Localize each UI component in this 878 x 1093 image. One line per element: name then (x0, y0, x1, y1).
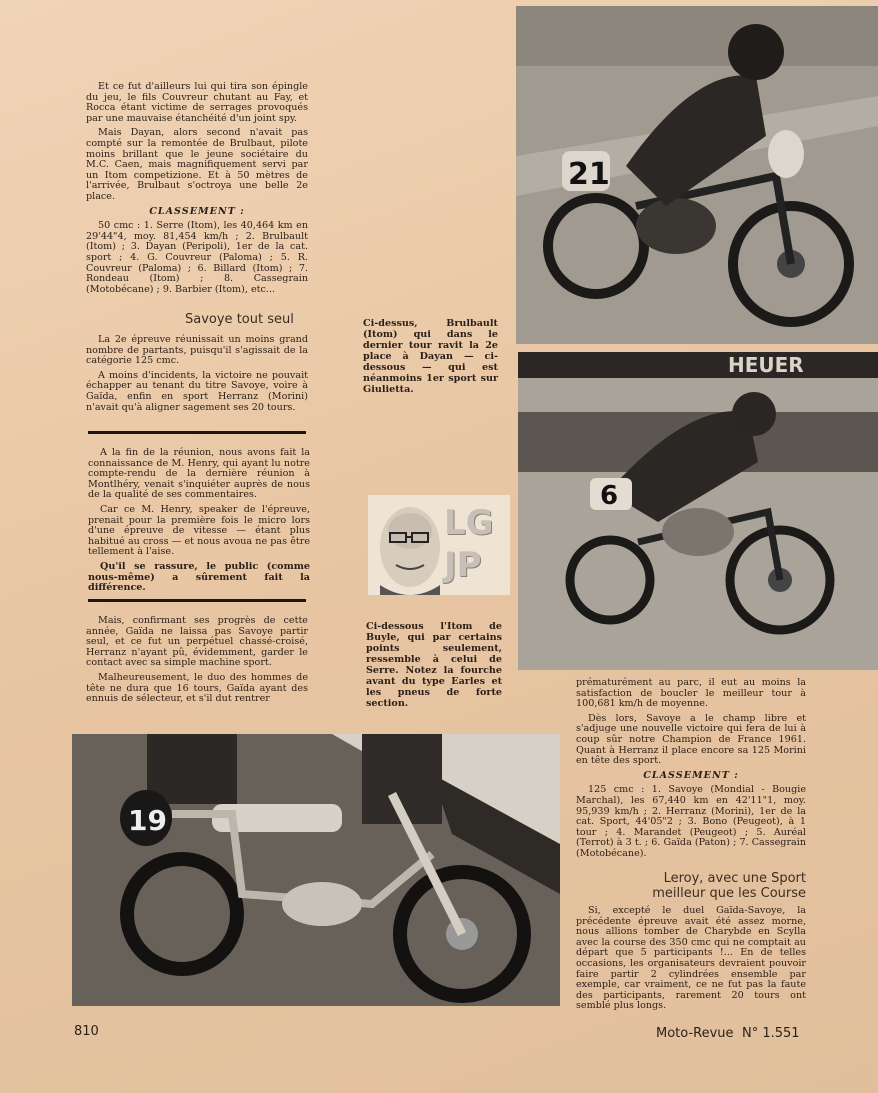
caption-bottom: Ci-dessous l'Itom de Buyle, qui par certains points seulement, ressemble à celui de Serre. Notez la fourche avant du type Earles et les pneus de forte section. (366, 621, 502, 709)
box-rule-bottom (88, 599, 306, 602)
photo-itom-buyle (72, 734, 560, 1006)
paragraph: La 2e épreuve réunissait un moins grand nombre de partants, puisqu'il s'agissait de la catégorie 125 cmc. (86, 334, 308, 367)
magazine-name: Moto-Revue (656, 1026, 734, 1041)
right-column-bottom (576, 906, 806, 1016)
number-plate-21: 21 (568, 157, 610, 192)
classement-125cc: 125 cmc : 1. Savoye (Mondial - Bougie Marchal), les 67,440 km en 42'11"1, moy. 95,939 km/h ; 2. Herranz (Morini), 1er de la cat. Sport, 44'05"2 ; 3. Bono (Peugeot), à 1 tour ; 4. Marandet (Peugeot) ; 5. Auréal (Terrot) à 3 t. ; 6. Gaïda (Paton) ; 7. Cassegrain (Motobécane). (576, 784, 806, 859)
logo-line-jp: JP (444, 545, 482, 585)
paragraph: Si, excepté le duel Gaïda-Savoye, la précédente épreuve avait été assez morne, nous allions tomber de Charybde en Scylla avec la course des 350 cmc qui ne comptait au départ que 5 participants !... En de telles occasions, les organisateurs devraient pouvoir faire partir 2 cylindrées ensemble par exemple, car vraiment, ce ne fut pas la faute des participants, rarement 20 tours ont semblé plus longs. (576, 905, 806, 1012)
paragraph: Car ce M. Henry, speaker de l'épreuve, prenait pour la première fois le micro lors d'une épreuve de vitesse — étant plus habitué au cross — et nous avoua ne pas être tellement à l'aise. (88, 503, 310, 558)
issue-number: N° 1.551 (742, 1026, 800, 1041)
paragraph: Mais Dayan, alors second n'avait pas compté sur la remontée de Brulbaut, pilote moins brillant que le jeune sociétaire du M.C. Caen, mais magnifiquement servi par un Itom competizione. Et à 50 mètres de l'arrivée, Brulbaut s'octroya une belle 2e place. (86, 127, 308, 202)
right-column-top (576, 678, 806, 864)
speaker-box (88, 448, 310, 598)
section-heading-savoye: Savoye tout seul (185, 312, 294, 327)
paragraph: A moins d'incidents, la victoire ne pouvait échapper au tenant du titre Savoye, voire à Gaïda, enfin en sport Herranz (Morini) n'avait qu'à aligner sagement ses 20 tours. (86, 369, 308, 413)
classement-50cc: 50 cmc : 1. Serre (Itom), les 40,464 km en 29'44"4, moy. 81,454 km/h ; 2. Brulbault (Itom) ; 3. Dayan (Peripoli), 1er de la cat. sport ; 4. G. Couvreur (Paloma) ; 5. R. Couvreur (Paloma) ; 6. Billard (Itom) ; 7. Rondeau (Itom) ; 8. Cassegrain (Motobécane) ; 9. Barbier (Itom), etc... (86, 220, 308, 295)
section-heading-leroy: Leroy, avec une Sport meilleur que les Course (652, 871, 806, 901)
paragraph: Qu'il se rassure, le public (comme nous-même) a sûrement fait la différence. (88, 560, 310, 594)
number-plate-6: 6 (600, 481, 619, 511)
left-column-mid (86, 335, 308, 417)
classement-label: CLASSEMENT : (149, 205, 245, 217)
lgjp-logo (368, 495, 510, 595)
paragraph: Mais, confirmant ses progrès de cette année, Gaïda ne laissa pas Savoye partir seul, et ce fut un perpétuel chassé-croisé, Herranz n'ayant pû, évidemment, garder le contact avec sa simple machine sport. (86, 615, 308, 669)
photo-brulbault (516, 6, 878, 344)
paragraph: Malheureusement, le duo des hommes de tête ne dura que 16 tours, Gaïda ayant des ennuis de sélecteur, et s'il dut rentrer (86, 671, 308, 705)
left-column-bottom (86, 616, 308, 709)
box-rule-top (88, 431, 306, 434)
paragraph: prématurément au parc, il eut au moins la satisfaction de boucler le meilleur tour à 100,681 km/h de moyenne. (576, 677, 806, 710)
caption-top: Ci-dessus, Brulbault (Itom) qui dans le dernier tour ravit la 2e place à Dayan — ci-dessous — qui est néanmoins 1er sport sur Giulietta. (363, 318, 498, 395)
photo-dayan (518, 352, 878, 670)
paragraph: Et ce fut d'ailleurs lui qui tira son épingle du jeu, le fils Couvreur chutant au Fay, et Rocca étant victime de serrages provoqués par une mauvaise étanchéité d'un joint spy. (86, 81, 308, 124)
classement-label: CLASSEMENT : (643, 769, 739, 781)
number-plate-19: 19 (128, 804, 167, 837)
banner-text: HEUER (728, 353, 804, 377)
logo-line-lg: LG (444, 503, 494, 543)
paragraph: Dès lors, Savoye a le champ libre et s'adjuge une nouvelle victoire qui fera de lui à coup sûr notre Champion de France 1961. Quant à Herranz il place encore sa 125 Morini en tête des sport. (576, 712, 806, 767)
paragraph: A la fin de la réunion, nous avons fait la connaissance de M. Henry, qui ayant lu notre compte-rendu de la dernière réunion à Montlhéry, venait s'inquiéter auprès de nous de la qualité de ses commentaires. (88, 447, 310, 501)
page-number: 810 (74, 1024, 99, 1039)
left-column-top (86, 82, 308, 299)
